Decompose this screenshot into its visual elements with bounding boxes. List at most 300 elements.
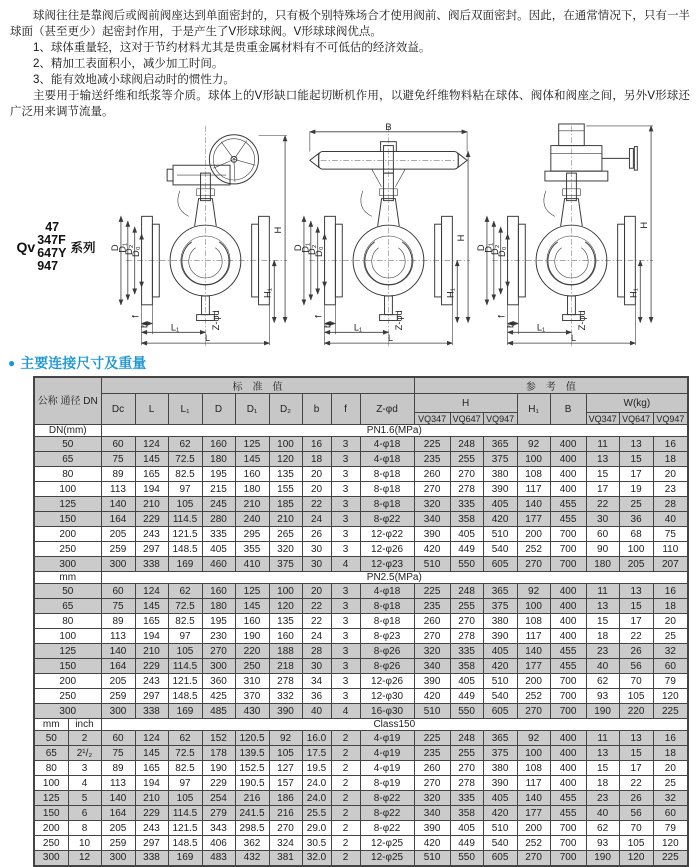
value-cell: 89 (101, 614, 135, 629)
value-cell: 92 (517, 437, 550, 452)
value-cell: 121.5 (168, 527, 202, 542)
value-cell: 605 (483, 557, 517, 572)
header-col-Zphid: Z-φd (360, 394, 414, 425)
value-cell: 4-φ19 (360, 761, 414, 776)
value-cell: 12-φ30 (360, 689, 414, 704)
value-cell: 22 (619, 776, 653, 791)
intro-paragraph: 3、能有效地减小球阀启动时的惯性力。 (33, 74, 235, 86)
value-cell: 248 (450, 731, 483, 746)
value-cell: 225 (414, 731, 450, 746)
dn-cell: 100 (34, 629, 101, 644)
value-cell: 22 (302, 614, 331, 629)
value-cell: 375 (483, 599, 517, 614)
value-cell: 23 (653, 482, 688, 497)
value-cell: 60 (101, 584, 135, 599)
value-cell: 255 (450, 599, 483, 614)
value-cell: 375 (483, 746, 517, 761)
value-cell: 340 (414, 659, 450, 674)
bullet-icon: ● (8, 356, 16, 370)
value-cell: 17 (619, 761, 653, 776)
header-vq647: VQ647 (450, 413, 483, 425)
value-cell: 2 (331, 806, 360, 821)
value-cell: 190 (586, 704, 619, 719)
value-cell: 605 (483, 704, 517, 719)
value-cell: 140 (101, 791, 135, 806)
value-cell: 72.5 (168, 746, 202, 761)
value-cell: 365 (483, 584, 517, 599)
value-cell: 420 (483, 806, 517, 821)
value-cell: 335 (450, 791, 483, 806)
value-cell: 338 (135, 557, 168, 572)
value-cell: 205 (619, 557, 653, 572)
value-cell: 310 (235, 674, 269, 689)
value-cell: 279 (202, 806, 235, 821)
value-cell: 113 (101, 629, 135, 644)
value-cell: 358 (450, 659, 483, 674)
header-col-L1: L₁ (168, 394, 202, 425)
value-cell: 22 (619, 629, 653, 644)
value-cell: 324 (269, 836, 302, 851)
value-cell: 216 (269, 806, 302, 821)
value-cell: 449 (450, 689, 483, 704)
series-label (0, 122, 112, 350)
value-cell: 148.5 (168, 689, 202, 704)
value-cell: 30 (586, 512, 619, 527)
value-cell: 177 (517, 659, 550, 674)
value-cell: 4 (331, 704, 360, 719)
value-cell: 22 (586, 497, 619, 512)
value-cell: 3 (68, 761, 101, 776)
series-prefix: Qv (16, 239, 36, 255)
table-row (34, 542, 688, 557)
value-cell: 245 (202, 497, 235, 512)
value-cell: 320 (414, 791, 450, 806)
table-row (34, 704, 688, 719)
value-cell: 700 (550, 851, 586, 866)
value-cell: 338 (135, 851, 168, 866)
value-cell: 114.5 (168, 806, 202, 821)
value-cell: 320 (269, 542, 302, 557)
value-cell: 113 (101, 482, 135, 497)
value-cell: 270 (202, 644, 235, 659)
value-cell: 449 (450, 836, 483, 851)
value-cell: 56 (619, 806, 653, 821)
value-cell: 79 (653, 674, 688, 689)
value-cell: 335 (450, 644, 483, 659)
dn-cell: 100 (34, 482, 101, 497)
value-cell: 124 (135, 437, 168, 452)
header-col-H1: H₁ (517, 394, 550, 425)
value-cell: 82.5 (168, 761, 202, 776)
value-cell: 11 (586, 437, 619, 452)
value-cell: 400 (550, 761, 586, 776)
value-cell: 93 (586, 836, 619, 851)
value-cell: 140 (517, 791, 550, 806)
value-cell: 210 (235, 497, 269, 512)
dn-unit-label: DN(mm) (34, 425, 101, 437)
dn-cell: 80 (34, 467, 101, 482)
value-cell: 20 (653, 761, 688, 776)
value-cell: 40 (586, 659, 619, 674)
value-cell: 259 (101, 836, 135, 851)
value-cell: 225 (414, 584, 450, 599)
value-cell: 510 (414, 704, 450, 719)
value-cell: 332 (269, 689, 302, 704)
dn-cell: 125 (34, 644, 101, 659)
value-cell: 550 (450, 851, 483, 866)
value-cell: 300 (101, 851, 135, 866)
value-cell: 510 (483, 674, 517, 689)
value-cell: 420 (414, 836, 450, 851)
intro-paragraph: 主要用于输送纤维和纸浆等介质。球体上的V形缺口能起切断机作用，以避免纤维物料粘在球体、阀体和阀座之间，另外V形球还广泛用来调节流量。 (10, 90, 690, 118)
value-cell: 483 (202, 851, 235, 866)
value-cell: 60 (653, 806, 688, 821)
value-cell: 30 (302, 557, 331, 572)
value-cell: 15 (619, 746, 653, 761)
header-col-D2: D₂ (269, 394, 302, 425)
value-cell: 105 (269, 746, 302, 761)
table-row (34, 557, 688, 572)
value-cell: 270 (414, 629, 450, 644)
value-cell: 8-φ18 (360, 614, 414, 629)
pneumatic-valve-drawing (295, 122, 478, 350)
value-cell: 26 (619, 791, 653, 806)
value-cell: 298.5 (235, 821, 269, 836)
header-standard-group: 标 准 值 (101, 377, 414, 394)
value-cell: 270 (414, 776, 450, 791)
value-cell: 2 (68, 731, 101, 746)
table-row (34, 821, 688, 836)
value-cell: 145 (235, 599, 269, 614)
value-cell: 455 (550, 644, 586, 659)
value-cell: 270 (450, 614, 483, 629)
value-cell: 92 (517, 584, 550, 599)
dn-cell: 80 (34, 761, 68, 776)
value-cell: 75 (101, 452, 135, 467)
intro-paragraph: 1、球体重量轻，这对于节约材料尤其是贵重金属材料有不可低估的经济效益。 (33, 42, 431, 54)
value-cell: 155 (269, 482, 302, 497)
value-cell: 216 (235, 791, 269, 806)
value-cell: 34 (302, 674, 331, 689)
value-cell: 243 (135, 821, 168, 836)
table-row (34, 791, 688, 806)
value-cell: 190 (235, 629, 269, 644)
value-cell: 420 (483, 512, 517, 527)
value-cell: 12-φ26 (360, 674, 414, 689)
dn-cell: 300 (34, 557, 101, 572)
value-cell: 390 (483, 776, 517, 791)
series-model: 347F (37, 233, 66, 247)
value-cell: 700 (550, 527, 586, 542)
value-cell: 252 (517, 689, 550, 704)
value-cell: 32 (653, 644, 688, 659)
value-cell: 195 (202, 467, 235, 482)
value-cell: 550 (450, 557, 483, 572)
value-cell: 75 (653, 527, 688, 542)
value-cell: 381 (269, 851, 302, 866)
value-cell: 8-φ18 (360, 599, 414, 614)
value-cell: 28 (653, 497, 688, 512)
value-cell: 225 (414, 437, 450, 452)
value-cell: 114.5 (168, 659, 202, 674)
value-cell: 92 (269, 731, 302, 746)
value-cell: 100 (517, 452, 550, 467)
value-cell: 164 (101, 806, 135, 821)
value-cell: 2 (331, 851, 360, 866)
value-cell: 8-φ22 (360, 791, 414, 806)
value-cell: 105 (619, 836, 653, 851)
value-cell: 148.5 (168, 542, 202, 557)
value-cell: 455 (550, 512, 586, 527)
dim-label-B: B (385, 121, 392, 132)
value-cell: 405 (483, 497, 517, 512)
value-cell: 3 (331, 689, 360, 704)
header-vq947: VQ947 (653, 413, 688, 425)
value-cell: 29.0 (302, 821, 331, 836)
value-cell: 152.5 (235, 761, 269, 776)
value-cell: 140 (101, 497, 135, 512)
value-cell: 135 (269, 614, 302, 629)
value-cell: 30.5 (302, 836, 331, 851)
value-cell: 550 (450, 704, 483, 719)
value-cell: 8-φ18 (360, 497, 414, 512)
value-cell: 340 (414, 512, 450, 527)
value-cell: 6 (68, 806, 101, 821)
series-suffix: 系列 (70, 241, 96, 255)
value-cell: 97 (168, 629, 202, 644)
value-cell: 194 (135, 629, 168, 644)
value-cell: 180 (235, 482, 269, 497)
value-cell: 68 (619, 527, 653, 542)
value-cell: 365 (483, 731, 517, 746)
value-cell: 82.5 (168, 614, 202, 629)
value-cell: 400 (550, 437, 586, 452)
value-cell: 125 (235, 437, 269, 452)
value-cell: 62 (586, 821, 619, 836)
value-cell: 270 (517, 557, 550, 572)
value-cell: 3 (331, 599, 360, 614)
value-cell: 188 (269, 644, 302, 659)
value-cell: 157 (269, 776, 302, 791)
value-cell: 405 (450, 674, 483, 689)
value-cell: 24 (302, 629, 331, 644)
value-cell: 335 (450, 497, 483, 512)
value-cell: 8 (68, 821, 101, 836)
value-cell: 240 (235, 512, 269, 527)
value-cell: 220 (619, 704, 653, 719)
value-cell: 105 (619, 689, 653, 704)
value-cell: 8-φ22 (360, 821, 414, 836)
value-cell: 425 (202, 689, 235, 704)
value-cell: 235 (414, 452, 450, 467)
value-cell: 295 (235, 527, 269, 542)
value-cell: 36 (302, 689, 331, 704)
value-cell: 120 (269, 599, 302, 614)
table-row (34, 806, 688, 821)
value-cell: 229 (135, 659, 168, 674)
value-cell: 540 (483, 836, 517, 851)
value-cell: 248 (450, 437, 483, 452)
value-cell: 700 (550, 704, 586, 719)
value-cell: 18 (653, 746, 688, 761)
value-cell: 169 (168, 704, 202, 719)
value-cell: 13 (619, 731, 653, 746)
dn-unit-label: mm (34, 719, 68, 731)
value-cell: 26 (619, 644, 653, 659)
value-cell: 300 (101, 557, 135, 572)
table-row (34, 836, 688, 851)
value-cell: 180 (202, 599, 235, 614)
dn-cell: 50 (34, 731, 68, 746)
header-col-B: B (550, 394, 586, 425)
table-row (34, 614, 688, 629)
value-cell: 2 (331, 821, 360, 836)
value-cell: 270 (269, 821, 302, 836)
value-cell: 20 (653, 614, 688, 629)
value-cell: 4-φ19 (360, 746, 414, 761)
value-cell: 8-φ22 (360, 806, 414, 821)
value-cell: 140 (517, 644, 550, 659)
value-cell: 4-φ18 (360, 437, 414, 452)
value-cell: 8-φ18 (360, 482, 414, 497)
value-cell: 16 (653, 584, 688, 599)
value-cell: 370 (235, 689, 269, 704)
series-model: 47 (45, 220, 60, 234)
value-cell: 225 (653, 704, 688, 719)
value-cell: 72.5 (168, 599, 202, 614)
series-model: 647Y (37, 246, 67, 260)
value-cell: 164 (101, 512, 135, 527)
value-cell: 455 (550, 806, 586, 821)
value-cell: 255 (450, 746, 483, 761)
value-cell: 62 (168, 437, 202, 452)
value-cell: 200 (517, 527, 550, 542)
value-cell: 97 (168, 776, 202, 791)
table-row (34, 467, 688, 482)
value-cell: 16 (653, 731, 688, 746)
value-cell: 380 (483, 614, 517, 629)
value-cell: 8-φ19 (360, 776, 414, 791)
table-row (34, 776, 688, 791)
value-cell: 15 (586, 761, 619, 776)
value-cell: 93 (586, 689, 619, 704)
value-cell: 265 (269, 527, 302, 542)
value-cell: 114.5 (168, 512, 202, 527)
value-cell: 24 (302, 512, 331, 527)
value-cell: 300 (202, 659, 235, 674)
value-cell: 229 (135, 806, 168, 821)
value-cell: 195 (202, 614, 235, 629)
value-cell: 700 (550, 836, 586, 851)
dn-cell: 300 (34, 704, 101, 719)
table-body (34, 425, 688, 866)
value-cell: 260 (414, 614, 450, 629)
value-cell: 120 (653, 836, 688, 851)
value-cell: 243 (135, 527, 168, 542)
value-cell: 252 (517, 836, 550, 851)
value-cell: 455 (550, 497, 586, 512)
value-cell: 24.0 (302, 776, 331, 791)
value-cell: 79 (653, 821, 688, 836)
dn-cell: 150 (34, 659, 101, 674)
value-cell: 190.5 (235, 776, 269, 791)
value-cell: 18 (302, 452, 331, 467)
value-cell: 18 (653, 599, 688, 614)
value-cell: 139.5 (235, 746, 269, 761)
value-cell: 405 (202, 542, 235, 557)
value-cell: 169 (168, 851, 202, 866)
value-cell: 60 (101, 731, 135, 746)
value-cell: 177 (517, 512, 550, 527)
value-cell: 700 (550, 557, 586, 572)
value-cell: 89 (101, 761, 135, 776)
value-cell: 124 (135, 731, 168, 746)
value-cell: 11 (586, 731, 619, 746)
value-cell: 420 (483, 659, 517, 674)
value-cell: 540 (483, 689, 517, 704)
value-cell: 8-φ18 (360, 467, 414, 482)
value-cell: 121.5 (168, 821, 202, 836)
dn-cell: 300 (34, 851, 68, 866)
value-cell: 4-φ18 (360, 452, 414, 467)
value-cell: 362 (235, 836, 269, 851)
value-cell: 17 (619, 614, 653, 629)
value-cell: 75 (101, 746, 135, 761)
value-cell: 13 (619, 584, 653, 599)
value-cell: 16-φ30 (360, 704, 414, 719)
value-cell: 186 (269, 791, 302, 806)
value-cell: 2 (331, 761, 360, 776)
value-cell: 25.5 (302, 806, 331, 821)
value-cell: 2¹/₂ (68, 746, 101, 761)
value-cell: 18 (586, 629, 619, 644)
value-cell: 13 (619, 437, 653, 452)
value-cell: 152 (202, 731, 235, 746)
value-cell: 22 (302, 497, 331, 512)
value-cell: 165 (135, 614, 168, 629)
value-cell: 108 (517, 614, 550, 629)
value-cell: 229 (202, 776, 235, 791)
value-cell: 100 (269, 437, 302, 452)
dn-cell: 150 (34, 806, 68, 821)
value-cell: 320 (414, 497, 450, 512)
value-cell: 390 (414, 674, 450, 689)
value-cell: 200 (517, 674, 550, 689)
table-row (34, 674, 688, 689)
value-cell: 25 (653, 629, 688, 644)
value-cell: 210 (269, 512, 302, 527)
value-cell: 8-φ22 (360, 512, 414, 527)
value-cell: 20 (302, 584, 331, 599)
header-vq647: VQ647 (619, 413, 653, 425)
value-cell: 255 (450, 452, 483, 467)
value-cell: 5 (68, 791, 101, 806)
value-cell: 4-φ18 (360, 584, 414, 599)
value-cell: 8-φ26 (360, 644, 414, 659)
value-cell: 25 (653, 776, 688, 791)
value-cell: 405 (450, 527, 483, 542)
value-cell: 250 (235, 659, 269, 674)
pressure-class-label: PN1.6(MPa) (101, 425, 688, 437)
dn-cell: 65 (34, 746, 68, 761)
value-cell: 380 (483, 761, 517, 776)
value-cell: 278 (450, 482, 483, 497)
value-cell: 320 (414, 644, 450, 659)
value-cell: 254 (202, 791, 235, 806)
value-cell: 105 (168, 791, 202, 806)
valve-drawings (0, 122, 700, 350)
value-cell: 510 (414, 851, 450, 866)
